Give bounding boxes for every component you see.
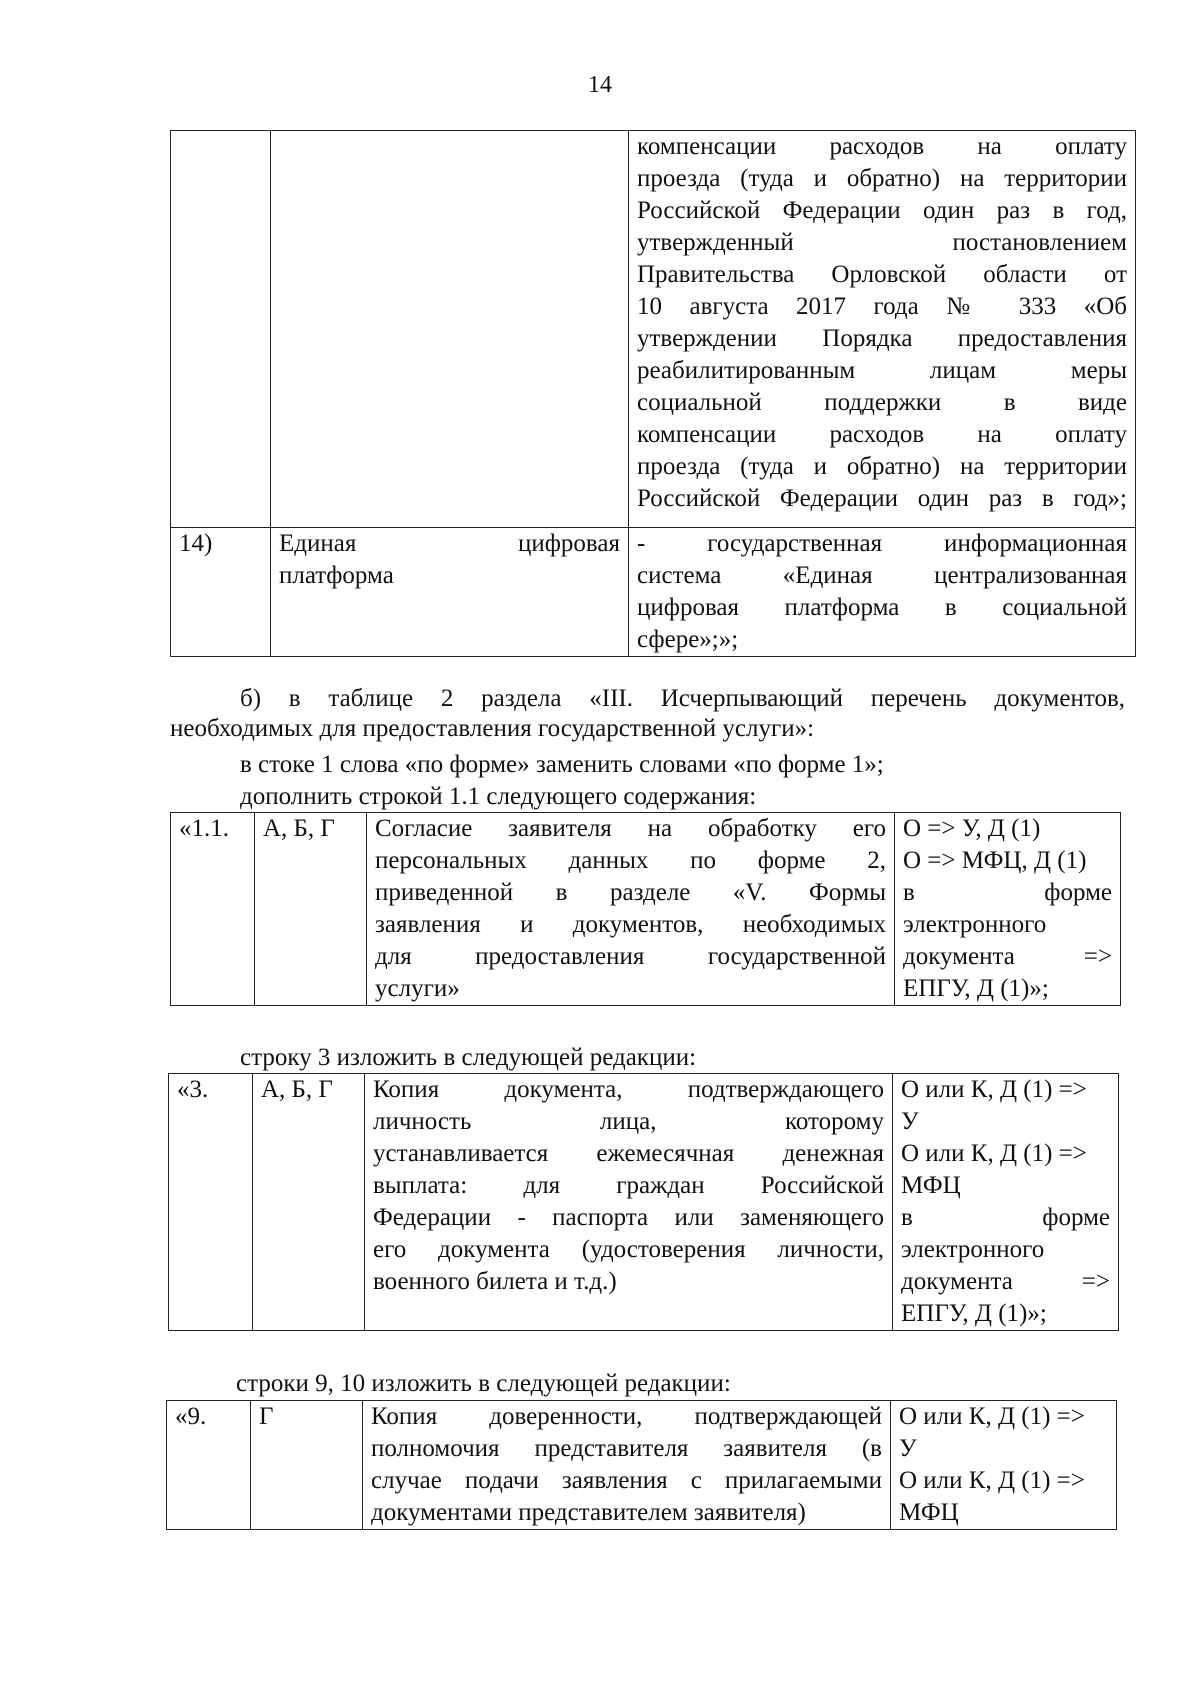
row-number-cell bbox=[171, 131, 271, 528]
text-line: О или К, Д (1) => bbox=[901, 1076, 1087, 1103]
text-line: О => У, Д (1) bbox=[903, 815, 1041, 842]
text-line: цифровая платформа в социальной bbox=[637, 594, 1127, 621]
applicants-cell: А, Б, Г bbox=[255, 813, 367, 1006]
document-cell bbox=[363, 1401, 891, 1530]
paragraph-b bbox=[170, 684, 1125, 744]
text-line: военного билета и т.д.) bbox=[373, 1268, 617, 1295]
text-line: приведенной в разделе «V. Формы bbox=[375, 879, 886, 906]
instruction-row-1: в стоке 1 слова «по форме» заменить словами «по форме 1»; bbox=[240, 751, 884, 778]
text-line: заявления и документов, необходимых bbox=[375, 911, 886, 938]
row-name-cell bbox=[271, 131, 629, 528]
row-number-cell: «1.1. bbox=[171, 813, 255, 1006]
row-description-cell bbox=[629, 528, 1136, 657]
text-line: компенсации расходов на оплату bbox=[637, 133, 1127, 160]
row-description-cell bbox=[629, 131, 1136, 528]
instruction-row-3: строку 3 изложить в следующей редакции: bbox=[240, 1044, 697, 1071]
text-line: документа => bbox=[903, 943, 1112, 970]
text-line: О или К, Д (1) => bbox=[899, 1403, 1085, 1430]
text-line: его документа (удостоверения личности, bbox=[373, 1236, 884, 1263]
text-line: документами представителем заявителя) bbox=[371, 1499, 806, 1526]
text-line: электронного bbox=[903, 911, 1047, 938]
text-line: для предоставления государственной bbox=[375, 943, 886, 970]
text-line: компенсации расходов на оплату bbox=[637, 421, 1127, 448]
table-row bbox=[171, 131, 1136, 528]
text-line: У bbox=[901, 1108, 919, 1135]
text-line: в форме bbox=[903, 879, 1112, 906]
table-row bbox=[171, 813, 1121, 1006]
text-line: 10 августа 2017 года № 333 «Об bbox=[637, 293, 1127, 320]
text-line: сфере»;»; bbox=[637, 626, 739, 653]
applicants-cell: А, Б, Г bbox=[253, 1074, 365, 1331]
text-line: утверждении Порядка предоставления bbox=[637, 325, 1127, 352]
method-cell bbox=[891, 1401, 1117, 1530]
table-row bbox=[169, 1074, 1119, 1331]
text-line: проезда (туда и обратно) на территории bbox=[637, 453, 1127, 480]
text-line: О или К, Д (1) => bbox=[899, 1467, 1085, 1494]
text-line: выплата: для граждан Российской bbox=[373, 1172, 884, 1199]
row-number-cell: «3. bbox=[169, 1074, 253, 1331]
document-cell bbox=[367, 813, 895, 1006]
text-line: Российской Федерации один раз в год»; bbox=[637, 485, 1127, 512]
text-line: социальной поддержки в виде bbox=[637, 389, 1127, 416]
row-9-table bbox=[166, 1400, 1117, 1530]
text-line: МФЦ bbox=[899, 1499, 959, 1526]
applicants-cell: Г bbox=[251, 1401, 363, 1530]
text-line: Российской Федерации один раз в год, bbox=[637, 197, 1127, 224]
text-line: ЕПГУ, Д (1)»; bbox=[903, 975, 1049, 1002]
method-cell bbox=[893, 1074, 1119, 1331]
text-line: персональных данных по форме 2, bbox=[375, 847, 886, 874]
text-line: платформа bbox=[279, 562, 394, 589]
text-line: электронного bbox=[901, 1236, 1045, 1263]
instruction-rows-9-10: строки 9, 10 изложить в следующей редакции: bbox=[236, 1370, 731, 1397]
text-line: У bbox=[899, 1435, 917, 1462]
text-line: реабилитированным лицам меры bbox=[637, 357, 1127, 384]
method-cell bbox=[895, 813, 1121, 1006]
text-line: Копия документа, подтверждающего bbox=[373, 1076, 884, 1103]
page-number: 14 bbox=[588, 72, 612, 98]
row-number-cell: 14) bbox=[171, 528, 271, 657]
text-line: Согласие заявителя на обработку его bbox=[375, 815, 886, 842]
text-line: личность лица, которому bbox=[373, 1108, 884, 1135]
text-line: - государственная информационная bbox=[637, 530, 1127, 557]
text-line: случае подачи заявления с прилагаемыми bbox=[371, 1467, 882, 1494]
document-cell bbox=[365, 1074, 893, 1331]
text-line: б) в таблице 2 раздела «III. Исчерпывающий перечень документов, bbox=[240, 685, 1125, 712]
continuation-table bbox=[170, 130, 1136, 657]
table-row bbox=[167, 1401, 1117, 1530]
row-name-cell bbox=[271, 528, 629, 657]
text-line: Единая цифровая bbox=[279, 530, 620, 557]
text-line: документа => bbox=[901, 1268, 1110, 1295]
text-line: система «Единая централизованная bbox=[637, 562, 1127, 589]
text-line: Копия доверенности, подтверждающей bbox=[371, 1403, 882, 1430]
text-line: Федерации - паспорта или заменяющего bbox=[373, 1204, 884, 1231]
text-line: утвержденный постановлением bbox=[637, 229, 1127, 256]
row-3-table bbox=[168, 1073, 1119, 1331]
text-line: необходимых для предоставления государственной услуги»: bbox=[170, 715, 815, 742]
text-line: полномочия представителя заявителя (в bbox=[371, 1435, 882, 1462]
text-line: О => МФЦ, Д (1) bbox=[903, 847, 1087, 874]
text-line: О или К, Д (1) => bbox=[901, 1140, 1087, 1167]
row-number-cell: «9. bbox=[167, 1401, 251, 1530]
text-line: МФЦ bbox=[901, 1172, 961, 1199]
table-row bbox=[171, 528, 1136, 657]
text-line: устанавливается ежемесячная денежная bbox=[373, 1140, 884, 1167]
instruction-add-row: дополнить строкой 1.1 следующего содержания: bbox=[240, 783, 757, 810]
text-line: в форме bbox=[901, 1204, 1110, 1231]
row-1-1-table bbox=[170, 812, 1121, 1006]
text-line: проезда (туда и обратно) на территории bbox=[637, 165, 1127, 192]
text-line: ЕПГУ, Д (1)»; bbox=[901, 1300, 1047, 1327]
text-line: услуги» bbox=[375, 975, 460, 1002]
text-line: Правительства Орловской области от bbox=[637, 261, 1127, 288]
